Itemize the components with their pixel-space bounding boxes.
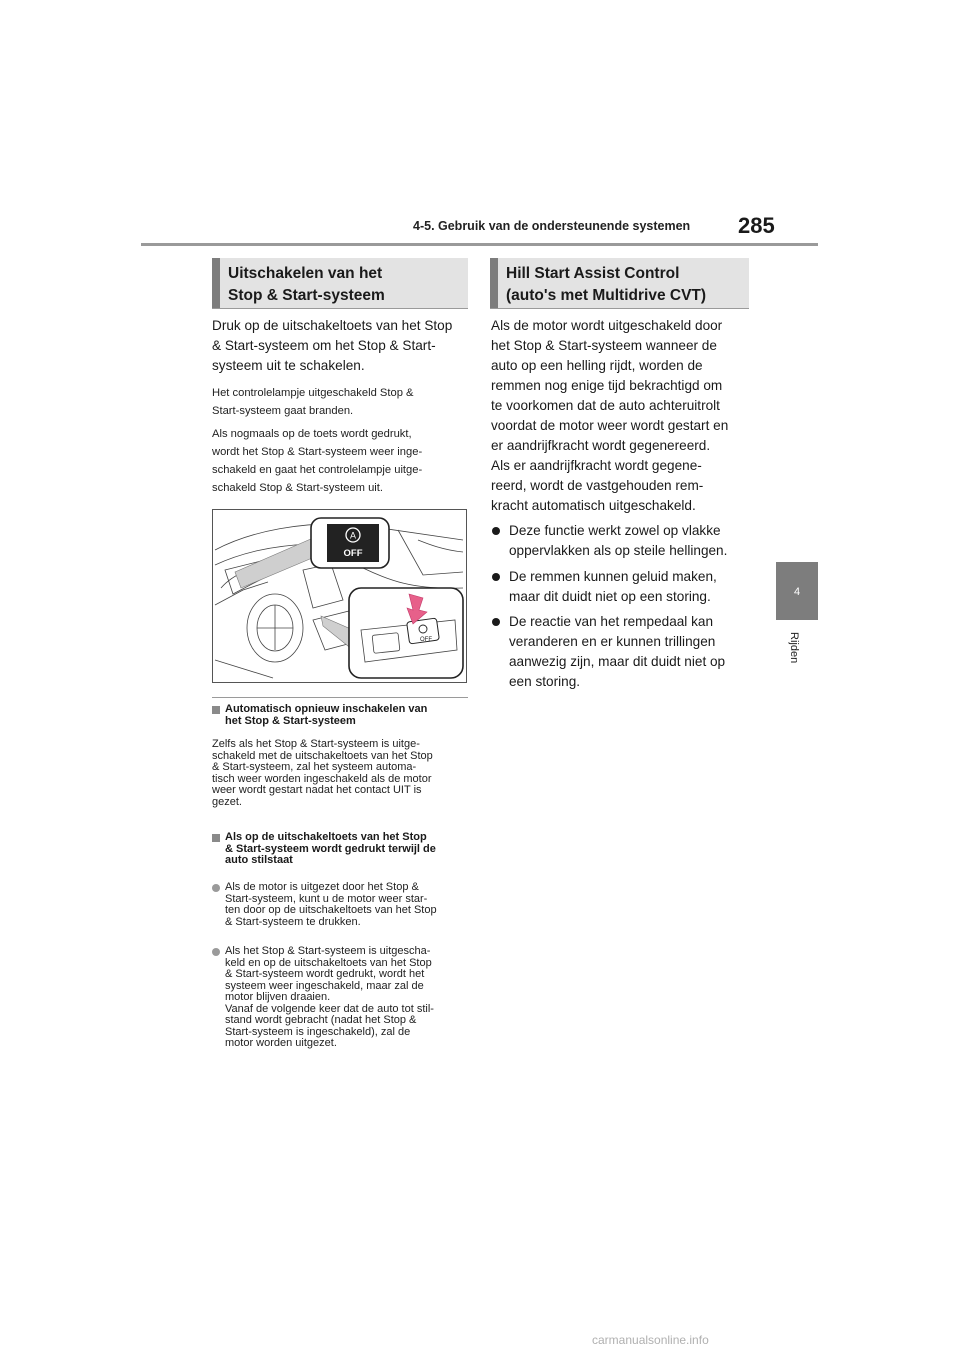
square-bullet-icon	[212, 706, 220, 714]
header-rule	[141, 243, 818, 246]
switch-off-text: OFF	[420, 637, 432, 643]
subsection-1-title: Automatisch opnieuw inschakelen van het Stop & Start-systeem	[212, 704, 470, 727]
chapter-label: Rijden	[788, 632, 800, 664]
subsection-2-item-2: Als het Stop & Start-systeem is uitgescha- keld en op de uitschakeltoets van het Stop & Start-systeem wordt gedrukt, wordt het systeem weer ingeschakeld, maar zal de motor blijven draaien. Vanaf de volgende keer dat de auto tot stil- stand wordt gebracht (nadat het Stop & Start-systeem is ingeschakeld), zal de motor worden uitgezet.	[212, 946, 470, 1050]
svg-text:A: A	[349, 530, 357, 541]
round-bullet-icon	[212, 948, 220, 956]
left-note-2: Als nogmaals op de toets wordt gedrukt, wordt het Stop & Start-systeem weer inge- schakeld en gaat het controlelampje uitge- schakeld Stop & Start-systeem uit.	[212, 428, 423, 494]
right-bullet-1: Deze functie werkt zowel op vlakke oppervlakken als op steile hellingen.	[491, 521, 753, 561]
bullet-icon	[492, 527, 500, 535]
subsection-2-title: Als op de uitschakeltoets van het Stop & Start-systeem wordt gedrukt terwijl de auto stilstaat	[212, 832, 470, 867]
figure-rule	[212, 697, 468, 698]
page-number: 285	[738, 213, 775, 238]
right-intro: Als de motor wordt uitgeschakeld door het Stop & Start-systeem wanneer de auto op een helling rijdt, worden de remmen nog enige tijd bekrachtigd om te voorkomen dat de auto achteruitrolt voordat de motor weer wordt gestart en er aandrijfkracht wordt gegenereerd. Als er aandrijfkracht wordt gegene- reerd, wordt de vastgehouden rem- kracht automatisch uitgeschakeld.	[491, 318, 729, 513]
right-bullet-3: De reactie van het rempedaal kan veranderen en er kunnen trillingen aanwezig zijn, maar dit duidt niet op een storing.	[491, 612, 753, 692]
bullet-icon	[492, 618, 500, 626]
watermark: carmanualsonline.info	[592, 1333, 709, 1347]
bullet-icon	[492, 573, 500, 581]
round-bullet-icon	[212, 884, 220, 892]
square-bullet-icon	[212, 834, 220, 842]
dashboard-drawing	[213, 510, 466, 682]
subsection-2-item-1: Als de motor is uitgezet door het Stop & Start-systeem, kunt u de motor weer star- ten door op de uitschakeltoets van het Stop & Start-systeem te drukken.	[212, 882, 470, 928]
chapter-number: 4	[793, 586, 801, 598]
dashboard-illustration	[212, 509, 467, 683]
right-bullet-2: De remmen kunnen geluid maken, maar dit duidt niet op een storing.	[491, 567, 753, 607]
left-section-heading: Uitschakelen van het Stop & Start-systeem	[212, 258, 468, 309]
subsection-1-body: Zelfs als het Stop & Start-systeem is uitge- schakeld met de uitschakeltoets van het Stop & Start-systeem, zal het systeem automa- tisch weer worden ingeschakeld als de motor weer wordt gestart nadat het contact UIT is gezet.	[212, 738, 433, 808]
left-intro: Druk op de uitschakeltoets van het Stop & Start-systeem om het Stop & Start- systeem uit te schakelen.	[212, 318, 453, 373]
right-section-heading: Hill Start Assist Control (auto's met Multidrive CVT)	[490, 258, 749, 309]
left-note-1: Het controlelampje uitgeschakeld Stop & Start-systeem gaat branden.	[212, 387, 414, 417]
section-title: 4-5. Gebruik van de ondersteunende systemen	[413, 219, 691, 233]
indicator-off-text: OFF	[343, 548, 363, 559]
